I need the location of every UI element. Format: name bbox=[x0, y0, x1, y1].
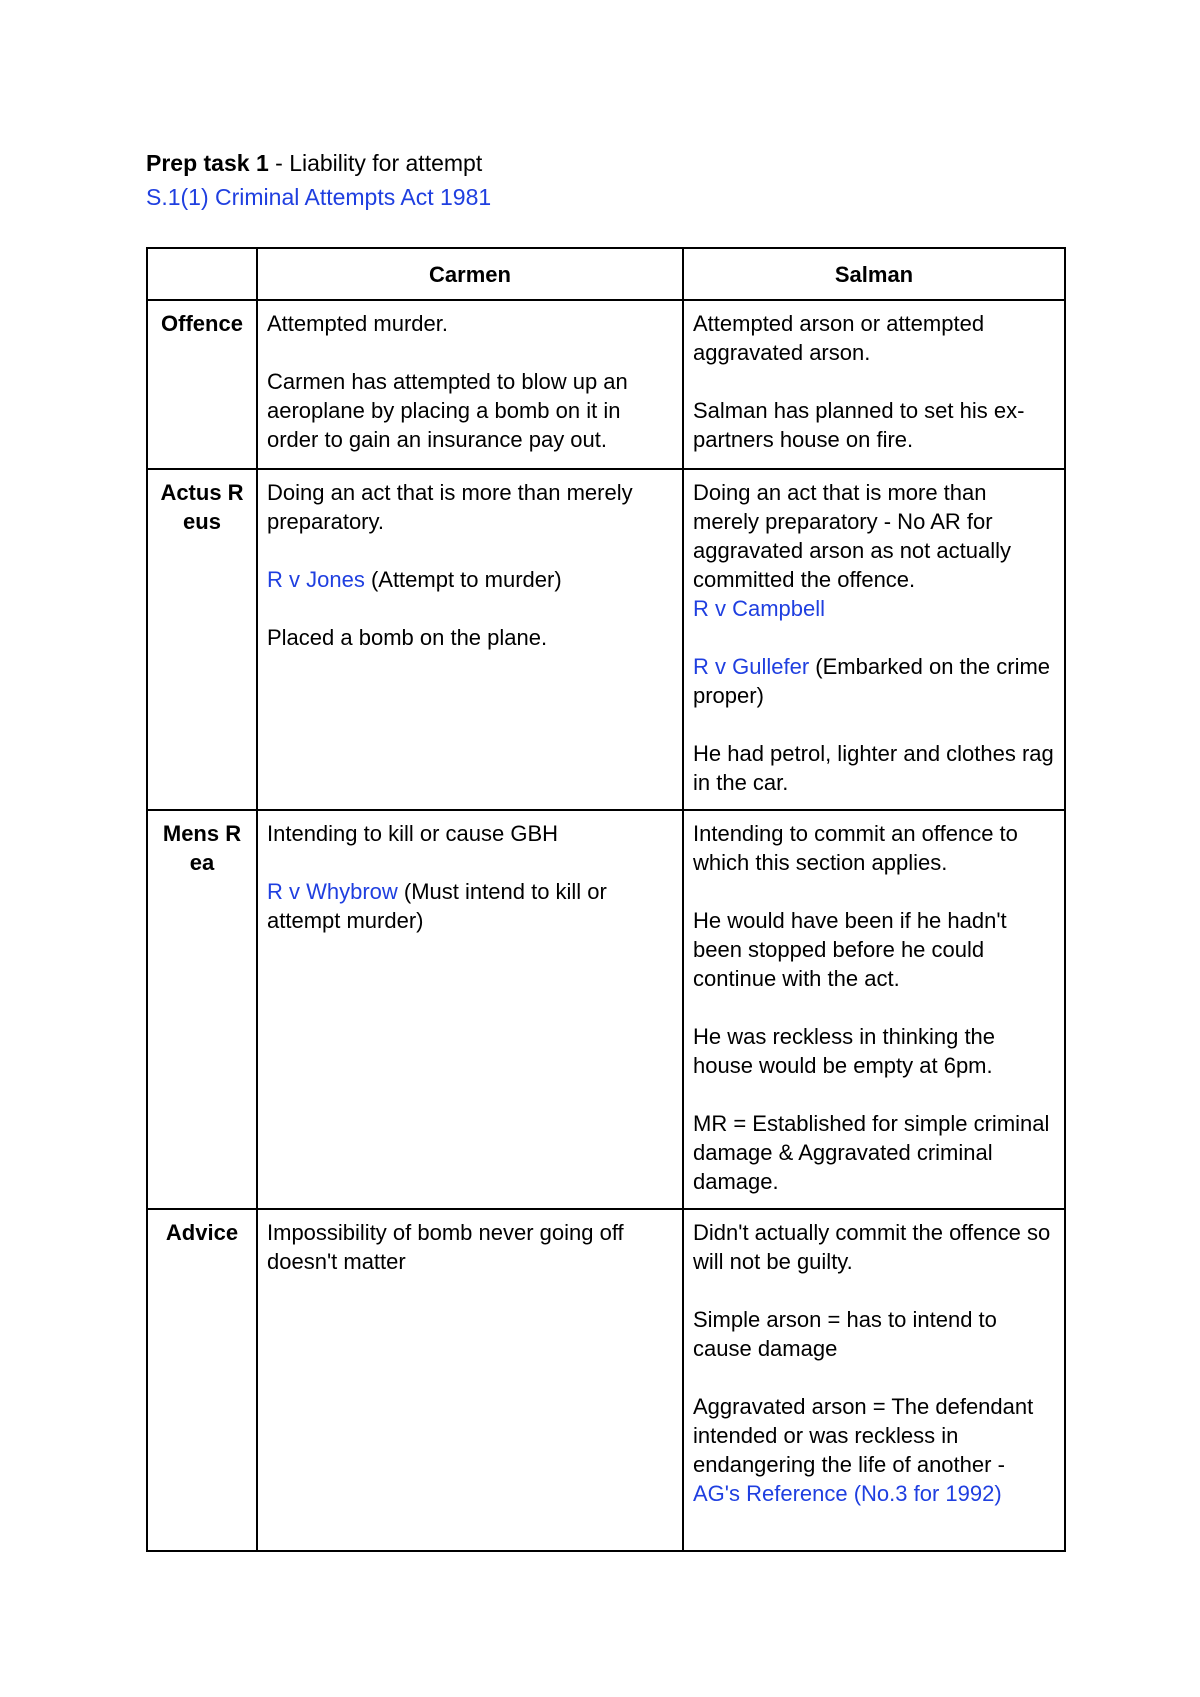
row-advice bbox=[147, 1209, 1065, 1551]
text bbox=[693, 478, 1055, 623]
cell-actus-salman bbox=[683, 469, 1065, 810]
text bbox=[267, 565, 673, 594]
cell-mens-salman bbox=[683, 810, 1065, 1209]
text: Simple arson = has to intend to cause damage bbox=[693, 1307, 997, 1361]
cell-advice-carmen bbox=[257, 1209, 683, 1551]
text: Attempted arson or attempted aggravated arson. bbox=[693, 311, 985, 365]
text: Placed a bomb on the plane. bbox=[267, 625, 548, 650]
text: He was reckless in thinking the house would be empty at 6pm. bbox=[693, 1024, 996, 1078]
text: (Embarked on the crime proper) bbox=[693, 654, 1051, 708]
text: Didn't actually commit the offence so will not be guilty. bbox=[693, 1220, 1051, 1274]
analysis-table bbox=[146, 247, 1066, 1552]
text: Doing an act that is more than merely preparatory - No AR for aggravated arson as not actually committed the offence. bbox=[693, 480, 1011, 592]
cell-offence-carmen bbox=[257, 300, 683, 469]
text: (Attempt to murder) bbox=[364, 567, 562, 592]
row-label-offence: Offence bbox=[147, 300, 257, 469]
row-offence bbox=[147, 300, 1065, 469]
table-header-row bbox=[147, 248, 1065, 300]
text bbox=[693, 1392, 1055, 1508]
text: He had petrol, lighter and clothes rag in the car. bbox=[693, 741, 1054, 795]
row-label-advice: Advice bbox=[147, 1209, 257, 1551]
heading-rest: - Liability for attempt bbox=[268, 150, 483, 176]
row-label-actus-reus: Actus Reus bbox=[147, 469, 257, 810]
heading-bold: Prep task 1 bbox=[146, 150, 269, 176]
row-mens-rea bbox=[147, 810, 1065, 1209]
text: Intending to commit an offence to which this section applies. bbox=[693, 821, 1018, 875]
row-label-mens-rea: Mens Rea bbox=[147, 810, 257, 1209]
case-link-jones[interactable]: R v Jones bbox=[267, 567, 365, 592]
text: Salman has planned to set his ex-partners house on fire. bbox=[693, 398, 1025, 452]
statute-subtitle: S.1(1) Criminal Attempts Act 1981 bbox=[146, 184, 492, 210]
text: Intending to kill or cause GBH bbox=[267, 821, 559, 846]
text: MR = Established for simple criminal damage & Aggravated criminal damage. bbox=[693, 1111, 1050, 1194]
cell-actus-carmen bbox=[257, 469, 683, 810]
text bbox=[267, 877, 673, 935]
text: Attempted murder. bbox=[267, 311, 448, 336]
header-empty bbox=[147, 248, 257, 300]
cell-mens-carmen bbox=[257, 810, 683, 1209]
row-actus-reus bbox=[147, 469, 1065, 810]
cell-advice-salman bbox=[683, 1209, 1065, 1551]
text: Carmen has attempted to blow up an aeroplane by placing a bomb on it in order to gain an insurance pay out. bbox=[267, 369, 628, 452]
header-carmen: Carmen bbox=[257, 248, 683, 300]
case-link-ag-reference[interactable]: AG's Reference (No.3 for 1992) bbox=[693, 1481, 1002, 1506]
cell-offence-salman bbox=[683, 300, 1065, 469]
text bbox=[693, 652, 1055, 710]
text: Impossibility of bomb never going off doesn't matter bbox=[267, 1220, 624, 1274]
text: Doing an act that is more than merely preparatory. bbox=[267, 480, 633, 534]
text: Aggravated arson = The defendant intended or was reckless in endangering the life of another - bbox=[693, 1394, 1034, 1477]
case-link-whybrow[interactable]: R v Whybrow bbox=[267, 879, 398, 904]
text: (Must intend to kill or attempt murder) bbox=[267, 879, 607, 933]
case-link-campbell[interactable]: R v Campbell bbox=[693, 596, 826, 621]
page-heading bbox=[146, 146, 482, 180]
header-salman: Salman bbox=[683, 248, 1065, 300]
text: He would have been if he hadn't been stopped before he could continue with the act. bbox=[693, 908, 1007, 991]
case-link-gullefer[interactable]: R v Gullefer bbox=[693, 654, 810, 679]
